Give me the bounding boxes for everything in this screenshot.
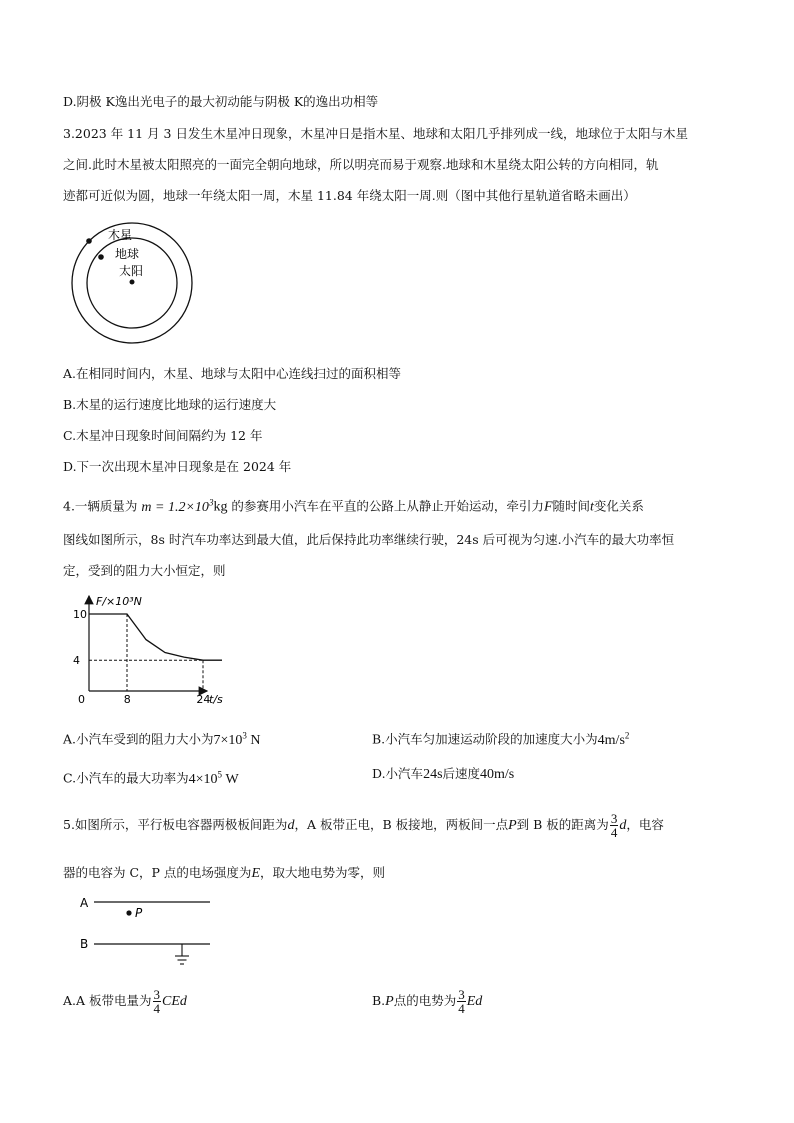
y-tick-label: 10 (73, 608, 87, 621)
q5-option-b: B.P点的电势为 $\frac{3}{4}$ Ed (372, 987, 483, 1016)
ground-symbol (175, 944, 189, 964)
q5-fraction: $\frac{3}{4}$ (610, 811, 618, 840)
orbit-diagram (68, 222, 200, 354)
q4-option-d: D.小汽车24s后速度40m/s (372, 766, 515, 782)
q4-option-b: B.小汽车匀加速运动阶段的加速度大小为$4m/s^2$ (372, 730, 630, 748)
q4-option-c: C.小汽车的最大功率为$4\times 10^5$ W (63, 769, 239, 787)
label-jupiter: 木星 (108, 228, 133, 242)
q5-stem-line1: 5.如图所示，平行板电容器两极板间距为d，A 板带正电，B 板接地，两板间一点P到 B 板的距离为 $\frac{3}{4}$ d，电容 (63, 811, 664, 840)
label-earth: 地球 (115, 247, 140, 261)
q2-option-d: D.阴极 K逸出光电子的最大初动能与阴极 K的逸出功相等 (63, 94, 379, 109)
label-sun: 太阳 (119, 264, 144, 278)
q3-option-a: A.在相同时间内，木星、地球与太阳中心连线扫过的面积相等 (63, 366, 402, 381)
q4-stem-line1: 4.一辆质量为 $m = 1.2\times 10^3kg$ 的参赛用小汽车在平直的公路上从静止开始运动，牵引力F随时间t变化关系 (63, 497, 644, 515)
earth-dot (98, 254, 104, 260)
q3-option-c: C.木星冲日现象时间间隔约为 12 年 (63, 428, 263, 443)
q4-stem-line3: 定，受到的阻力大小恒定，则 (63, 563, 226, 578)
plate-b-label: B (80, 937, 89, 951)
q4-option-a: A.小汽车受到的阻力大小为$7\times 10^3$ N (63, 730, 261, 748)
q3-option-d: D.下一次出现木星冲日现象是在 2024 年 (63, 459, 292, 474)
force-curve (89, 614, 222, 660)
q4-mass: $m = 1.2\times 10^3$ (141, 497, 214, 515)
q3-option-b: B.木星的运行速度比地球的运行速度大 (63, 397, 277, 412)
x-axis-label: t/s (209, 693, 223, 706)
origin-label: 0 (78, 693, 85, 706)
sun-dot (130, 280, 135, 285)
jupiter-dot (86, 238, 92, 244)
y-tick-label: 4 (73, 654, 80, 668)
y-axis-label: F/×10³N (96, 595, 142, 608)
q3-stem-line2: 之间.此时木星被太阳照亮的一面完全朝向地球，所以明亮而易于观察.地球和木星绕太阳公转的方向相同，轨 (63, 157, 659, 172)
q5-stem-line2: 器的电容为 C，P 点的电场强度为E，取大地电势为零，则 (63, 865, 386, 881)
force-time-chart (70, 590, 230, 708)
x-tick-label: 8 (123, 693, 131, 706)
q5-option-a: A.A 板带电量为 $\frac{3}{4}$ CEd (63, 987, 187, 1016)
plate-a-label: A (80, 896, 89, 910)
capacitor-diagram (78, 892, 218, 972)
q3-stem-line1: 3.2023 年 11 月 3 日发生木星冲日现象，木星冲日是指木星、地球和太阳几乎排列成一线，地球位于太阳与木星 (63, 126, 688, 141)
q3-stem-line3: 迹都可近似为圆，地球一年绕太阳一周，木星 11.84 年绕太阳一周.则（图中其他行星轨道省略未画出） (63, 188, 636, 203)
x-tick-label: 24 (196, 693, 211, 706)
q4-stem-line2: 图线如图所示，8s 时汽车功率达到最大值，此后保持此功率继续行驶，24s 后可视为匀速.小汽车的最大功率恒 (63, 532, 675, 547)
point-p-label: P (135, 906, 143, 920)
point-p (126, 910, 131, 915)
